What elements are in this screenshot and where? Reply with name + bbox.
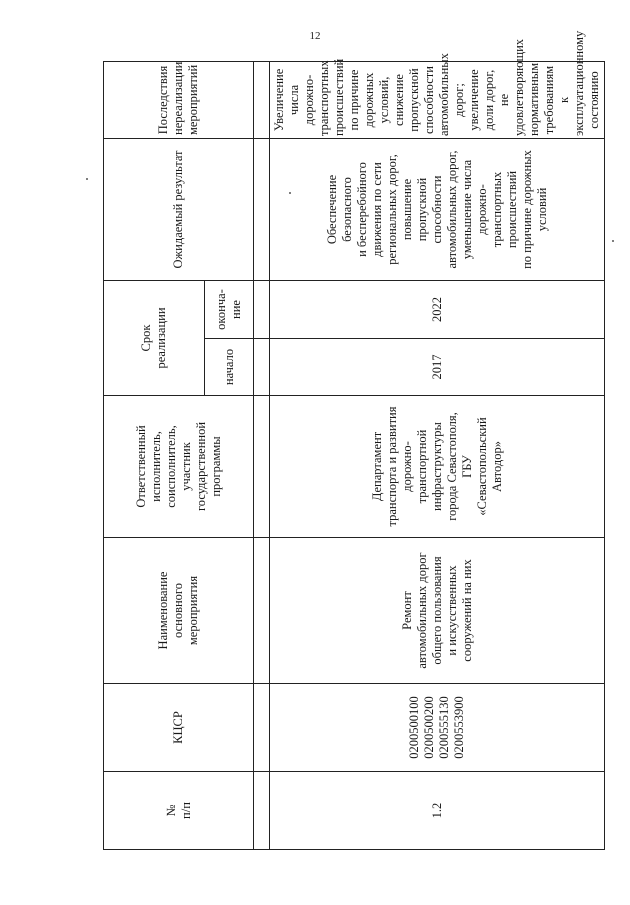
scan-speck [86,178,88,180]
header-row [104,62,205,850]
header-term-end: оконча- ние [205,281,254,339]
spacer-cell [254,62,270,139]
header-term-start: начало [205,339,254,396]
table-row [270,62,605,850]
spacer-row [254,62,270,850]
page-number: 12 [309,30,321,42]
spacer-cell [254,281,270,339]
spacer-cell [254,339,270,396]
cell-start: 2017 [270,339,605,396]
spacer-cell [254,139,270,281]
header-name: Наименование основного мероприятия [104,538,254,684]
cell-kcsr: 0200500100 0200500200 0200555130 0200553900 [270,684,605,772]
spacer-cell [254,772,270,850]
rotated-table-container [103,30,601,850]
spacer-cell [254,396,270,538]
header-no: № п/п [104,772,254,850]
cell-consequences: Увеличение числа дорожно- транспортных происшествий по причине дорожных условий, снижение пропускной способности автомобильных дорог; увеличение доли дорог, не удовлетворяющих нормативным требованиям к эксплуатационному состоянию [270,62,605,139]
cell-responsible: Департамент транспорта и развития дорожно- транспортной инфраструктуры города Севастополя, ГБУ «Севастопольский Автодор» [270,396,605,538]
cell-no: 1.2 [270,772,605,850]
header-kcsr: КЦСР [104,684,254,772]
cell-name: Ремонт автомобильных дорог общего пользования и искусственных сооружений на них [270,538,605,684]
spacer-cell [254,684,270,772]
cell-end: 2022 [270,281,605,339]
scan-speck [612,240,614,242]
measures-table [103,30,605,850]
header-responsible: Ответственный исполнитель, соисполнитель, участник государственной программы [104,396,254,538]
header-expected: Ожидаемый результат [104,139,254,281]
header-consequences: Последствия нереализации мероприятий [104,62,254,139]
spacer-cell [254,538,270,684]
header-term: Срок реализации [104,281,205,396]
cell-expected: Обеспечение безопасного и бесперебойного движения по сети региональных дорог, повышение пропускной способности автомобильных дорог, уменьшение числа дорожно- транспортных происшествий по причине дорожных условий [270,139,605,281]
